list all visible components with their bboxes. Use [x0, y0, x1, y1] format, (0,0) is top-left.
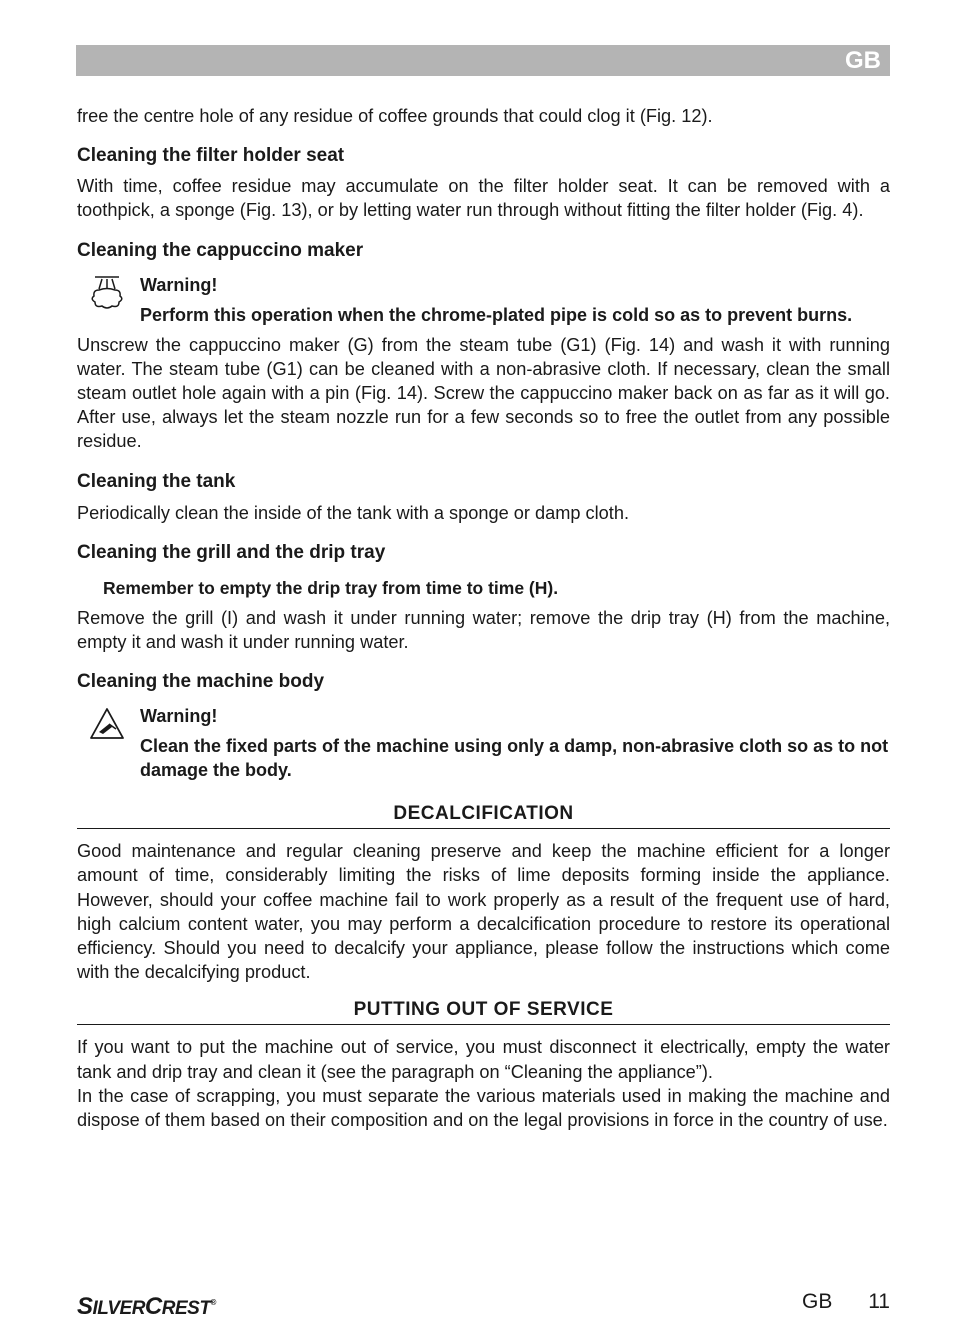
cappuccino-warning	[77, 273, 890, 327]
heading-cappuccino: Cleaning the cappuccino maker	[77, 239, 364, 261]
heading-machine-body: Cleaning the machine body	[77, 671, 325, 693]
header-bar	[76, 45, 890, 76]
silvercrest-logo: SILVERCREST®	[77, 1293, 216, 1320]
intro-paragraph: free the centre hole of any residue of coffee grounds that could clog it (Fig. 12).	[77, 106, 713, 126]
page-footer	[802, 1290, 890, 1314]
page-number: 11	[868, 1290, 890, 1313]
body-warning-text: Clean the fixed parts of the machine using only a damp, non-abrasive cloth so as to not damage the body.	[140, 736, 889, 781]
out-of-service-paragraph-1: If you want to put the machine out of service, you must disconnect it electrically, empty the water tank and drip tray and clean it (see the paragraph on “Cleaning the appliance”).	[77, 1037, 890, 1082]
heading-tank: Cleaning the tank	[77, 470, 236, 492]
header-language-label: GB	[845, 47, 881, 74]
cappuccino-warning-title: Warning!	[140, 274, 218, 295]
out-of-service-paragraph-2: In the case of scrapping, you must separate the various materials used in making the machine and dispose of them based on their composition and on the legal provisions in force in the country of use.	[77, 1085, 890, 1131]
hot-surface-icon	[89, 275, 125, 311]
tank-paragraph: Periodically clean the inside of the tank with a sponge or damp cloth.	[77, 502, 630, 523]
page-content	[77, 104, 890, 1132]
section-title-decalcification: DECALCIFICATION	[77, 802, 890, 829]
decalcification-paragraph: Good maintenance and regular cleaning preserve and keep the machine efficient for a longer amount of time, considerably limiting the risks of lime deposits forming inside the appliance. However, should your coffee machine fail to work properly as a result of the frequent use of hard, high calcium content water, you may perform a decalcification procedure to restore its operational efficiency. Should you need to decalcify your appliance, please follow the instructions which come with the decalcifying product.	[77, 841, 890, 983]
filter-holder-paragraph: With time, coffee residue may accumulate on the filter holder seat. It can be removed with a toothpick, a sponge (Fig. 13), or by letting water run through without fitting the filter holder (Fig. 4).	[77, 176, 890, 221]
grill-paragraph: Remove the grill (I) and wash it under running water; remove the drip tray (H) from the machine, empty it and wash it under running water.	[77, 607, 890, 653]
cappuccino-paragraph: Unscrew the cappuccino maker (G) from the steam tube (G1) (Fig. 14) and wash it with running water. The steam tube (G1) can be cleaned with a non-abrasive cloth. If necessary, clean the small steam outlet hole again with a pin (Fig. 14). Screw the cappuccino maker back on as far as it will go. After use, always let the steam nozzle run for a few seconds so to free the outlet from any possible residue.	[77, 334, 890, 452]
drip-tray-reminder: Remember to empty the drip tray from time to time (H).	[103, 577, 559, 598]
section-title-out-of-service: PUTTING OUT OF SERVICE	[77, 998, 890, 1025]
body-warning-title: Warning!	[140, 706, 218, 727]
heading-grill: Cleaning the grill and the drip tray	[77, 541, 386, 563]
heading-filter-holder: Cleaning the filter holder seat	[77, 145, 345, 167]
footer-language: GB	[802, 1290, 833, 1313]
cappuccino-warning-text: Perform this operation when the chrome-plated pipe is cold so as to prevent burns.	[140, 304, 853, 325]
warning-triangle-icon	[89, 706, 125, 742]
body-warning	[77, 704, 890, 782]
